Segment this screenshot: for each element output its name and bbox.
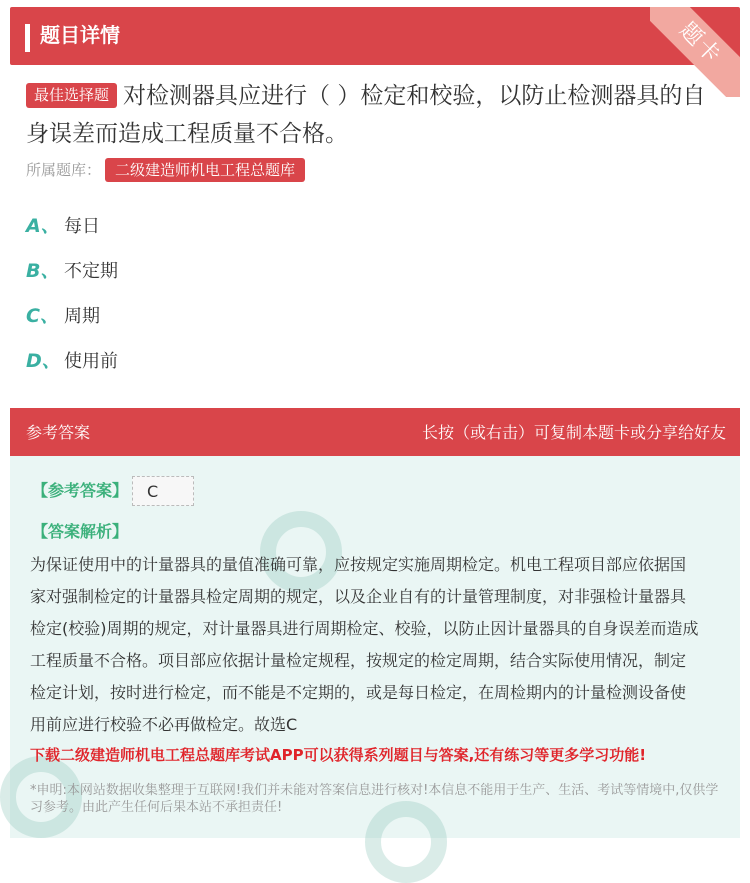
answer-value: C [132, 476, 194, 506]
options-list [26, 204, 118, 384]
option-text: 不定期 [64, 261, 118, 282]
analysis-label: 【答案解析】 [32, 522, 129, 541]
bank-label: 所属题库： [26, 161, 102, 179]
page-title: 题目详情 [40, 23, 120, 47]
app-download-link[interactable]: 下载二级建造师机电工程总题库考试APP可以获得系列题目与答案,还有练习等更多学习功能! [30, 746, 647, 764]
option-d[interactable] [26, 339, 118, 384]
answer-panel [10, 456, 740, 838]
option-letter: C、 [26, 305, 59, 327]
analysis-text: 为保证使用中的计量器具的量值准确可靠，应按规定实施周期检定。机电工程项目部应依据国家对强制检定的计量器具检定周期的规定，以及企业自有的计量管理制度，对非强检计量器具检定(校验)周期的规定，对计量器具进行周期检定、校验，以防止因计量器具的自身误差而造成工程质量不合格。项目部应依据计量检定规程，按规定的检定周期，结合实际使用情况，制定检定计划，按时进行检定，而不能是不定期的，或是每日检定，在周检期内的计量检测设备使用前应进行校验不必再做检定。故选C [30, 555, 699, 734]
disclaimer-text: *申明:本网站数据收集整理于互联网!我们并未能对答案信息进行核对!本信息不能用于生产、生活、考试等情境中,仅供学习参考。由此产生任何后果本站不承担责任! [30, 783, 719, 815]
answer-header-title: 参考答案 [26, 423, 91, 442]
share-hint: 长按（或右击）可复制本题卡或分享给好友 [421, 423, 726, 442]
bank-name-link[interactable]: 二级建造师机电工程总题库 [105, 158, 305, 182]
option-letter: A、 [26, 215, 60, 237]
question-type-badge: 最佳选择题 [26, 83, 117, 108]
header-accent-bar [25, 24, 30, 52]
page-header [10, 7, 740, 70]
option-b[interactable] [26, 249, 118, 294]
option-letter: D、 [26, 350, 61, 372]
option-letter: B、 [26, 260, 60, 282]
option-c[interactable] [26, 294, 118, 339]
question-bank-row [26, 158, 305, 182]
question-text: 对检测器具应进行（ ）检定和校验，以防止检测器具的自身误差而造成工程质量不合格。 [26, 83, 706, 147]
corner-ribbon-label: 题卡 [650, 7, 740, 97]
answer-label: 【参考答案】 [32, 481, 129, 500]
question-stem [26, 77, 726, 153]
option-a[interactable] [26, 204, 118, 249]
option-text: 每日 [64, 216, 100, 237]
option-text: 周期 [64, 306, 100, 327]
option-text: 使用前 [64, 351, 118, 372]
answer-header [10, 408, 740, 456]
